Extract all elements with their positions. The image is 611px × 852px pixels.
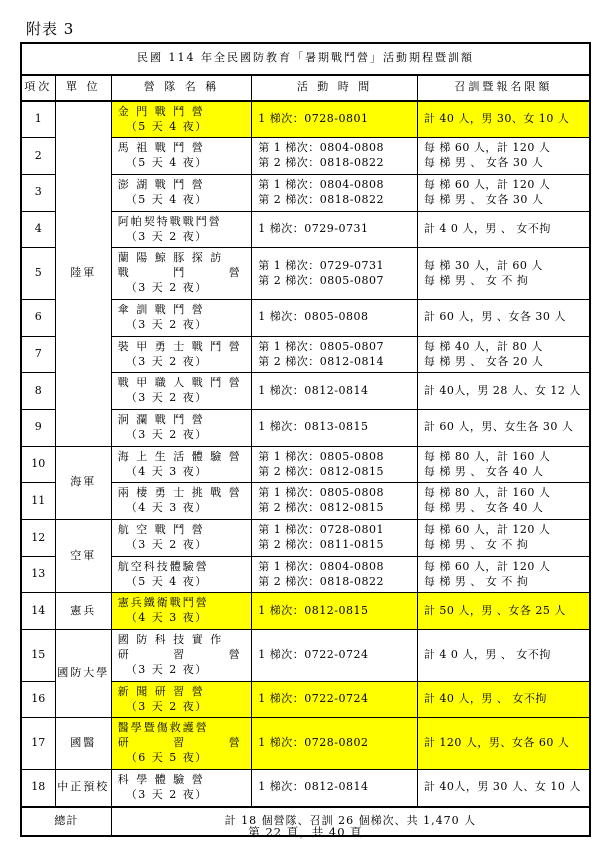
table-row (21, 446, 590, 483)
camp-name: 海 上 生 活 體 驗 營 (117, 449, 242, 463)
camp-duration: （5 天 4 夜） (125, 192, 208, 206)
time-entry: 1 梯次：0812-0815 (258, 603, 369, 617)
camp-name: 裝 甲 勇 士 戰 鬥 營 (117, 339, 242, 353)
time-entry: 1 梯次：0812-0814 (258, 383, 369, 397)
row-camp (111, 483, 251, 520)
row-time (252, 769, 418, 806)
row-camp (111, 248, 251, 300)
row-time (252, 211, 418, 248)
quota-entry: 每 梯 40 人，計 80 人 (423, 339, 543, 353)
camp-name: 馬 祖 戰 鬥 營 (117, 141, 205, 155)
row-time (252, 556, 418, 593)
time-entry: 第 2 梯次：0818-0822 (258, 192, 384, 206)
camp-name: 傘 訓 戰 鬥 營 (117, 302, 205, 316)
appendix-label: 附表 3 (26, 20, 75, 38)
row-quota (417, 556, 590, 593)
table-title: 民國 114 年全民國防教育「暑期戰鬥營」活動期程暨訓額 (21, 43, 590, 75)
camp-duration: （3 天 2 夜） (125, 662, 208, 676)
quota-entry: 計 40 人，男 、 女不拘 (423, 692, 547, 706)
row-camp (111, 336, 251, 373)
row-quota (417, 520, 590, 557)
row-camp (111, 138, 251, 175)
row-quota (417, 138, 590, 175)
camp-duration: （3 天 2 夜） (125, 229, 208, 243)
row-time (252, 373, 418, 410)
camp-name: 金 門 戰 鬥 營 (117, 104, 205, 118)
row-no: 3 (21, 175, 55, 212)
time-entry: 第 1 梯次：0805-0807 (258, 339, 384, 353)
row-no: 8 (21, 373, 55, 410)
row-no: 13 (21, 556, 55, 593)
row-time (252, 681, 418, 718)
row-camp (111, 593, 251, 630)
camp-duration: （3 天 2 夜） (125, 354, 208, 368)
row-no: 6 (21, 299, 55, 336)
camp-duration: （3 天 2 夜） (125, 281, 208, 295)
time-entry: 第 2 梯次：0812-0815 (258, 501, 384, 515)
table-row (21, 593, 590, 630)
time-entry: 第 1 梯次：0729-0731 (258, 258, 384, 272)
quota-entry: 每 梯 80 人，計 160 人 (423, 449, 551, 463)
row-camp (111, 211, 251, 248)
row-camp (111, 410, 251, 447)
row-unit: 國醫 (55, 718, 111, 770)
row-quota (417, 718, 590, 770)
camp-duration: （6 天 5 夜） (125, 751, 208, 765)
table-header-row (21, 75, 590, 101)
row-camp (111, 299, 251, 336)
row-camp (111, 681, 251, 718)
camp-name-cont: 研 習 營 (117, 648, 242, 661)
time-entry: 第 2 梯次：0812-0814 (258, 354, 384, 368)
row-camp (111, 718, 251, 770)
time-entry: 1 梯次：0805-0808 (258, 310, 369, 324)
row-no: 7 (21, 336, 55, 373)
row-time (252, 101, 418, 138)
table-row (21, 630, 590, 682)
time-entry: 1 梯次：0812-0814 (258, 780, 369, 794)
camp-duration: （4 天 3 夜） (125, 611, 208, 625)
camp-duration: （3 天 2 夜） (125, 537, 208, 551)
camp-duration: （5 天 4 夜） (125, 574, 208, 588)
camp-duration: （5 天 4 夜） (125, 119, 208, 133)
time-entry: 1 梯次：0722-0724 (258, 692, 369, 706)
row-quota (417, 211, 590, 248)
time-entry: 第 1 梯次：0804-0808 (258, 141, 384, 155)
camp-name-cont: 研 習 營 (117, 736, 242, 750)
time-entry: 第 2 梯次：0811-0815 (258, 537, 384, 551)
row-camp (111, 769, 251, 806)
quota-entry: 計 40人，男 30 人、女 10 人 (423, 780, 581, 794)
camp-name: 國 防 科 技 實 作 (117, 633, 224, 647)
schedule-table (20, 42, 591, 837)
camp-duration: （4 天 3 夜） (125, 501, 208, 515)
quota-entry: 每 梯 男 、 女 不 拘 (423, 273, 529, 287)
row-camp (111, 175, 251, 212)
row-no: 14 (21, 593, 55, 630)
time-entry: 第 1 梯次：0804-0808 (258, 178, 384, 192)
quota-entry: 計 4 0 人，男 、 女不拘 (423, 222, 551, 236)
quota-entry: 每 梯 男 、 女各 40 人 (423, 464, 544, 478)
row-quota (417, 446, 590, 483)
row-unit: 海軍 (55, 446, 111, 519)
camp-name: 兩 棲 勇 士 挑 戰 營 (117, 486, 242, 500)
camp-name: 航空科技體驗營 (117, 559, 209, 573)
camp-name: 新 聞 研 習 營 (117, 684, 205, 698)
quota-entry: 每 梯 男 、 女 不 拘 (423, 574, 529, 588)
row-time (252, 593, 418, 630)
row-time (252, 248, 418, 300)
time-entry: 第 2 梯次：0818-0822 (258, 574, 384, 588)
time-entry: 第 1 梯次：0728-0801 (258, 523, 384, 537)
time-entry: 第 2 梯次：0805-0807 (258, 273, 384, 287)
row-no: 9 (21, 410, 55, 447)
time-entry: 第 2 梯次：0812-0815 (258, 464, 384, 478)
row-camp (111, 373, 251, 410)
table-row (21, 718, 590, 770)
column-header-camp: 營 隊 名 稱 (111, 75, 251, 101)
quota-entry: 計 60 人，男、女生各 30 人 (423, 420, 574, 434)
row-no: 12 (21, 520, 55, 557)
column-header-quota: 召訓暨報名限額 (417, 75, 590, 101)
quota-entry: 每 梯 60 人，計 120 人 (423, 559, 551, 573)
quota-entry: 計 120 人，男、女各 60 人 (423, 736, 570, 750)
row-time (252, 336, 418, 373)
row-no: 2 (21, 138, 55, 175)
time-entry: 第 1 梯次：0805-0808 (258, 486, 384, 500)
row-camp (111, 556, 251, 593)
quota-entry: 每 梯 30 人，計 60 人 (423, 258, 543, 272)
schedule-table-container (20, 42, 591, 837)
quota-entry: 每 梯 60 人，計 120 人 (423, 178, 551, 192)
row-camp (111, 446, 251, 483)
row-no: 18 (21, 769, 55, 806)
row-time (252, 483, 418, 520)
row-time (252, 410, 418, 447)
row-unit: 憲兵 (55, 593, 111, 630)
camp-duration: （3 天 2 夜） (125, 317, 208, 331)
row-unit: 國防大學 (55, 630, 111, 718)
row-quota (417, 248, 590, 300)
row-quota (417, 373, 590, 410)
quota-entry: 計 60 人，男 、女各 30 人 (423, 310, 566, 324)
time-entry: 1 梯次：0729-0731 (258, 222, 369, 236)
quota-entry: 每 梯 男 、 女各 30 人 (423, 156, 544, 170)
quota-entry: 每 梯 60 人，計 120 人 (423, 141, 551, 155)
camp-duration: （3 天 2 夜） (125, 699, 208, 713)
quota-entry: 計 4 0 人，男 、 女不拘 (423, 648, 551, 661)
column-header-time: 活 動 時 間 (252, 75, 418, 101)
table-title-row (21, 43, 590, 75)
total-text: 計 18 個營隊、召訓 26 個梯次、共 1,470 人 (111, 807, 590, 837)
row-no: 17 (21, 718, 55, 770)
row-no: 16 (21, 681, 55, 718)
row-unit: 中正預校 (55, 769, 111, 806)
quota-entry: 計 40人，男 28 人、女 12 人 (423, 383, 581, 397)
camp-name: 航 空 戰 鬥 營 (117, 523, 205, 537)
table-row (21, 769, 590, 806)
camp-name: 澎 湖 戰 鬥 營 (117, 178, 205, 192)
quota-entry: 每 梯 男 、 女各 20 人 (423, 354, 544, 368)
row-no: 15 (21, 630, 55, 682)
row-no: 11 (21, 483, 55, 520)
time-entry: 第 2 梯次：0818-0822 (258, 156, 384, 170)
total-label: 總計 (21, 807, 111, 837)
row-quota (417, 175, 590, 212)
camp-name: 科 學 體 驗 營 (117, 772, 205, 786)
row-quota (417, 769, 590, 806)
row-no: 5 (21, 248, 55, 300)
quota-entry: 計 50 人，男 、女各 25 人 (423, 603, 566, 617)
row-camp (111, 101, 251, 138)
camp-name: 醫學暨傷救護營 (117, 721, 209, 735)
camp-duration: （3 天 2 夜） (125, 787, 208, 801)
row-quota (417, 299, 590, 336)
row-quota (417, 593, 590, 630)
row-camp (111, 520, 251, 557)
camp-name: 戰 甲 職 人 戰 鬥 營 (117, 376, 242, 390)
row-quota (417, 101, 590, 138)
quota-entry: 每 梯 男 、 女 不 拘 (423, 537, 529, 551)
camp-duration: （4 天 3 夜） (125, 464, 208, 478)
row-camp (111, 630, 251, 682)
page-footer: 第 22 頁，共 40 頁 (248, 825, 363, 839)
row-time (252, 520, 418, 557)
quota-entry: 每 梯 60 人，計 120 人 (423, 523, 551, 537)
column-header-no: 項次 (21, 75, 55, 101)
time-entry: 1 梯次：0728-0801 (258, 112, 369, 126)
row-time (252, 630, 418, 682)
row-time (252, 299, 418, 336)
row-time (252, 718, 418, 770)
quota-entry: 計 40 人，男 30、女 10 人 (423, 112, 570, 126)
row-unit: 空軍 (55, 520, 111, 593)
quota-entry: 每 梯 80 人，計 160 人 (423, 486, 551, 500)
row-quota (417, 483, 590, 520)
row-time (252, 138, 418, 175)
row-unit: 陸軍 (55, 101, 111, 447)
camp-duration: （3 天 2 夜） (125, 391, 208, 405)
time-entry: 1 梯次：0722-0724 (258, 648, 369, 661)
table-row (21, 101, 590, 138)
column-header-unit: 單 位 (55, 75, 111, 101)
time-entry: 第 1 梯次：0804-0808 (258, 559, 384, 573)
row-no: 10 (21, 446, 55, 483)
row-quota (417, 336, 590, 373)
camp-name-cont: 戰 鬥 營 (117, 266, 242, 280)
camp-name: 蘭 陽 鯨 豚 探 訪 (117, 251, 224, 265)
row-time (252, 175, 418, 212)
row-quota (417, 630, 590, 682)
time-entry: 1 梯次：0728-0802 (258, 736, 369, 750)
camp-name: 泂 瀾 戰 鬥 營 (117, 413, 205, 427)
camp-name: 阿帕契特戰戰鬥營 (117, 214, 222, 228)
row-quota (417, 681, 590, 718)
camp-duration: （3 天 2 夜） (125, 427, 208, 441)
quota-entry: 每 梯 男 、 女各 30 人 (423, 192, 544, 206)
row-quota (417, 410, 590, 447)
camp-name: 憲兵鐵衛戰鬥營 (117, 596, 209, 610)
time-entry: 第 1 梯次：0805-0808 (258, 449, 384, 463)
time-entry: 1 梯次：0813-0815 (258, 420, 369, 434)
camp-duration: （5 天 4 夜） (125, 156, 208, 170)
row-no: 1 (21, 101, 55, 138)
table-row (21, 520, 590, 557)
row-time (252, 446, 418, 483)
row-no: 4 (21, 211, 55, 248)
quota-entry: 每 梯 男 、 女各 40 人 (423, 501, 544, 515)
